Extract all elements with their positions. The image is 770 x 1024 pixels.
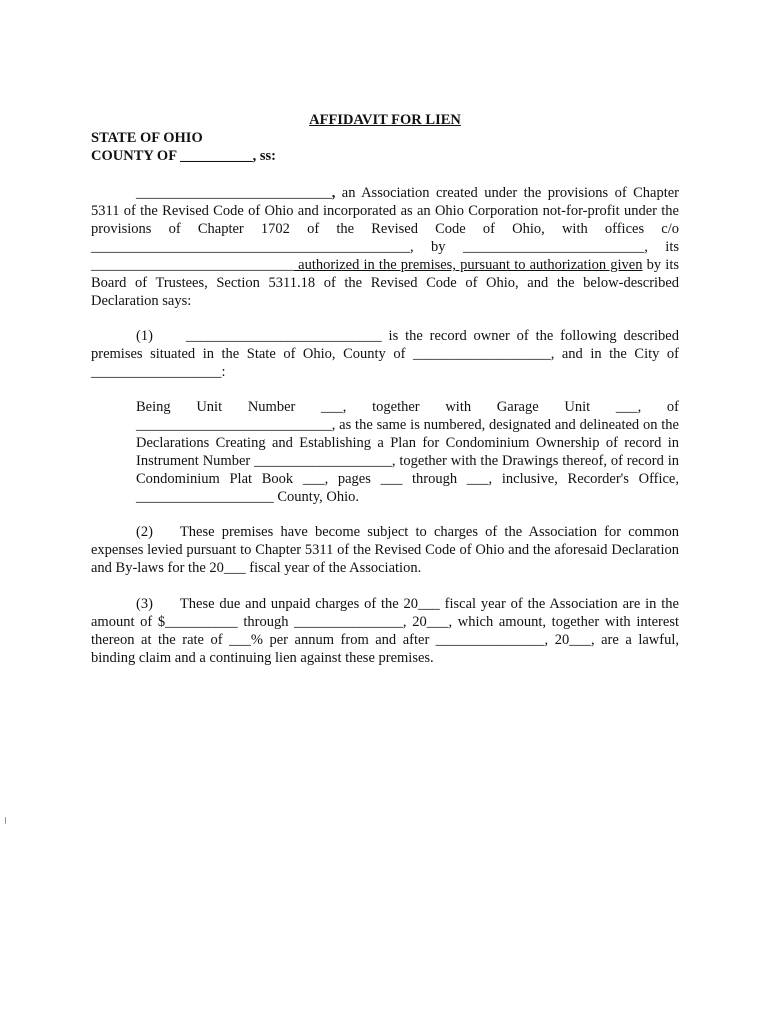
paragraph-3-text: These due and unpaid charges of the 20___ fiscal year of the Association are in the amount of $__________ through _______________, 20___, which amount, together with interest thereon at the rate of ___% per annum from and after _______________, 20___, are a lawful, binding claim and a continuing lien against these premises. [91,596,679,666]
paragraph-1-number: (1) [136,328,153,344]
paragraph-3 [91,595,679,667]
county-line: COUNTY OF __________, ss: [91,148,277,164]
association-name-blank: ___________________________ [136,185,332,201]
document-title: AFFIDAVIT FOR LIEN [309,112,461,128]
intro-paragraph [91,184,679,310]
paragraph-2-number: (2) [136,524,153,540]
paragraph-3-number: (3) [136,596,153,612]
state-line: STATE OF OHIO [91,130,203,146]
intro-text-1: an Association created under the provisions of Chapter 5311 of the Revised Code of Ohio and incorporated as an Ohio Corporation not-for-profit under the provisions of Chapter 1702 of the Revised Code of Ohio, with offices c/o ____________________________________________, by _________________________, its ____________________________ [91,185,679,273]
paragraph-1-text: is the record owner of the following described premises situated in the State of Ohio, County of ___________________, and in the City of __________________: [91,328,679,380]
intro-comma: , [331,185,336,201]
paragraph-2-text: These premises have become subject to charges of the Association for common expenses levied pursuant to Chapter 5311 of the Revised Code of Ohio and the aforesaid Declaration and By-laws for the 20___ fiscal year of the Association. [91,524,679,576]
intro-text-2: by its Board of Trustees, Section 5311.18 of the Revised Code of Ohio, and the below-described Declaration says: [91,257,679,309]
paragraph-1 [91,327,679,381]
margin-mark [5,817,6,824]
unit-description: Being Unit Number ___, together with Garage Unit ___, of ___________________________, as the same is numbered, designated and delineated on the Declarations Creating and Establishing a Plan for Condominium Ownership of record in Instrument Number ___________________, together with the Drawings thereof, of record in Condominium Plat Book ___, pages ___ through ___, inclusive, Recorder's Office, ___________________ County, Ohio. [136,399,679,505]
intro-underlined-text: authorized in the premises, pursuant to authorization given [294,257,643,273]
owner-name-blank: ___________________________ [185,328,382,344]
paragraph-2 [91,523,679,577]
